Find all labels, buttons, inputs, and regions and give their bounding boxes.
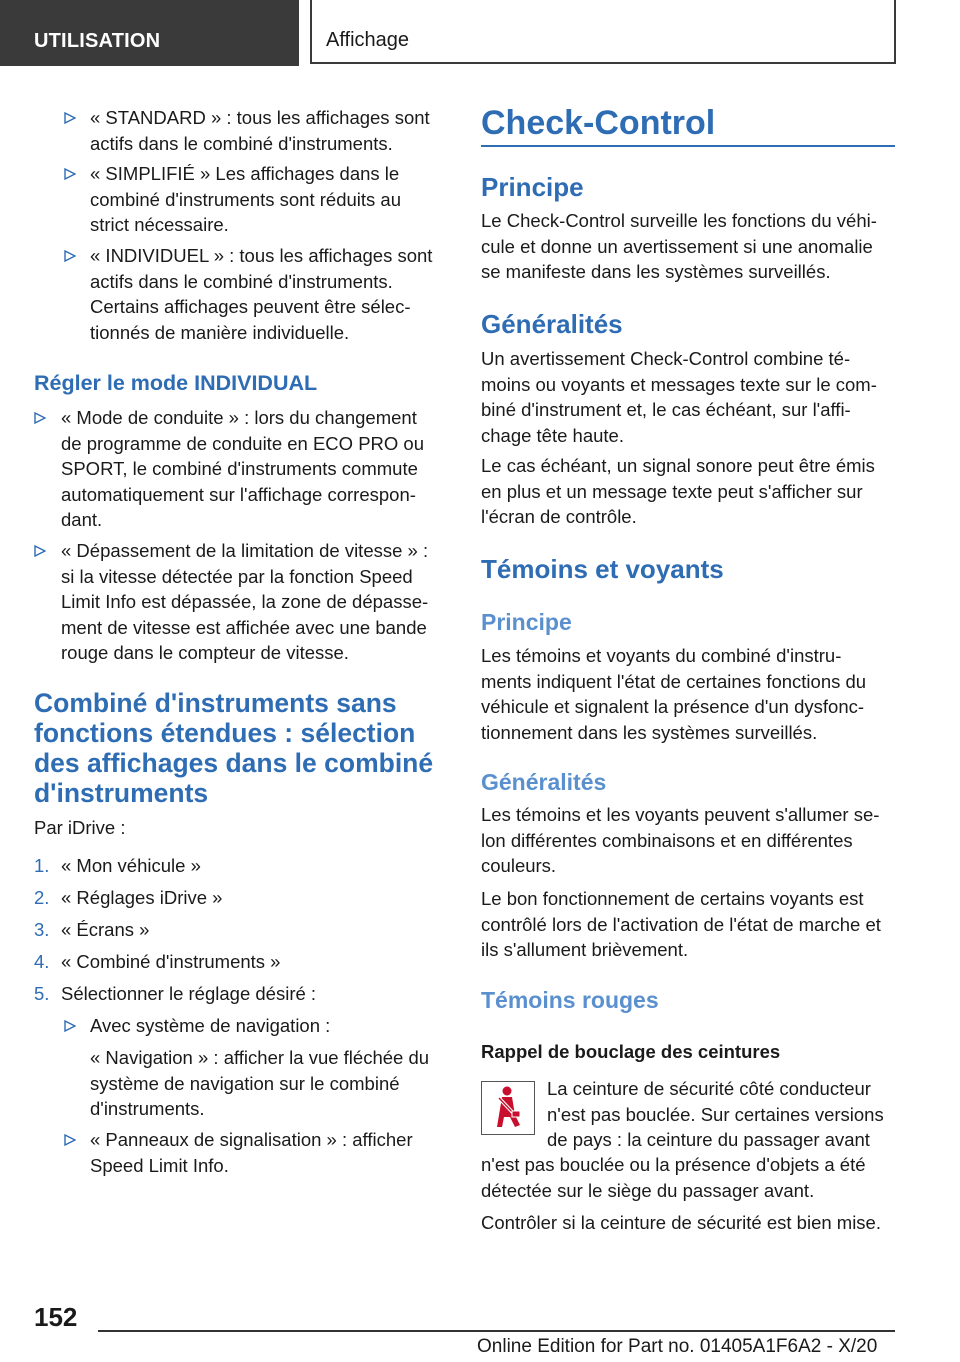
text-line: moins ou voyants et messages texte sur le com‐: [481, 373, 877, 395]
heading-combine-instruments: [34, 688, 433, 808]
page-number: 152: [34, 1302, 78, 1332]
bullet-depassement: [61, 538, 428, 666]
text-line: ils s'allument brièvement.: [481, 939, 689, 960]
triangle-bullet-icon: [34, 545, 46, 557]
text-line: l'écran de contrôle.: [481, 506, 637, 527]
generalites-paragraph-2: [481, 453, 875, 530]
step-number: 5.: [34, 983, 50, 1004]
triangle-bullet-icon: [64, 168, 76, 180]
principe-paragraph: [481, 208, 877, 285]
text-line: Speed Limit Info.: [90, 1154, 229, 1176]
header-section-tab: [0, 0, 299, 66]
text-line: en plus et un message texte peut s'afficher sur: [481, 480, 863, 502]
text-line: de pays : la ceinture du passager avant: [547, 1129, 870, 1150]
step-text: [61, 885, 222, 911]
heading-temoins-voyants: Témoins et voyants: [481, 554, 724, 584]
heading-principe: Principe: [481, 172, 584, 202]
rappel-rest-text: [481, 1152, 866, 1203]
step-text: [61, 981, 316, 1007]
generalites2-paragraph-1: [481, 802, 879, 879]
generalites2-paragraph-2: [481, 886, 881, 963]
triangle-bullet-icon: [34, 412, 46, 424]
seatbelt-warning-icon: [481, 1081, 535, 1135]
text-line: tionnement dans les systèmes surveillés.: [481, 721, 818, 743]
text-line: dant.: [61, 509, 103, 530]
text-line: d'instruments.: [90, 1098, 205, 1119]
heading-line: des affichages dans le combiné: [34, 748, 434, 778]
text-line: lon différentes combinaisons et en différentes: [481, 829, 853, 851]
triangle-bullet-icon: [64, 250, 76, 262]
triangle-bullet-icon: [64, 1134, 76, 1146]
heading-line: Combiné d'instruments sans: [34, 688, 397, 718]
text-line: Le bon fonctionnement de certains voyants est: [481, 888, 864, 909]
principe2-paragraph: [481, 643, 866, 745]
step-number: 1.: [34, 855, 50, 876]
sub-bullet-panneaux: [90, 1127, 413, 1178]
heading-regler-individual: Régler le mode INDIVIDUAL: [34, 371, 318, 395]
text-line: couleurs.: [481, 855, 557, 876]
text-line: Un avertissement Check-Control combine té‐: [481, 348, 851, 369]
text-line: « Mode de conduite » : lors du changement: [61, 407, 417, 428]
text-line: de programme de conduite en ECO PRO ou: [61, 432, 424, 454]
footer-edition: Online Edition for Part no. 01405A1F6A2 - X/20: [477, 1336, 878, 1357]
text-line: chage tête haute.: [481, 424, 624, 446]
text-line: actifs dans le combiné d'instruments.: [90, 132, 393, 154]
text-line: Les témoins et voyants du combiné d'instru‐: [481, 645, 842, 666]
text-line: Certains affichages peuvent être sélec‐: [90, 296, 411, 317]
text-line: Le cas échéant, un signal sonore peut être émis: [481, 455, 875, 476]
heading-generalites: Généralités: [481, 309, 623, 339]
text-line: ments indiquent l'état de certaines fonctions du: [481, 670, 867, 692]
title-underline: [481, 145, 895, 147]
text-line: combiné d'instruments sont réduits au: [90, 188, 401, 210]
text-line: Limit Info est dépassée, la zone de dépasse‐: [61, 591, 429, 612]
text-line: actifs dans le combiné d'instruments.: [90, 270, 393, 292]
text-line: « Réglages iDrive »: [61, 887, 223, 908]
text-line: si la vitesse détectée par la fonction Speed: [61, 565, 413, 587]
text-line: Sélectionner le réglage désiré :: [61, 983, 317, 1004]
footer-rule: [98, 1330, 895, 1332]
step-text: [61, 949, 280, 975]
generalites-paragraph-1: [481, 346, 877, 448]
step-number: 4.: [34, 951, 50, 972]
text-line: véhicule et signalent la présence d'un dysfonc‐: [481, 696, 865, 717]
text-line: « Navigation » : afficher la vue fléchée du: [90, 1047, 430, 1068]
text-line: strict nécessaire.: [90, 214, 229, 235]
text-line: « Combiné d'instruments »: [61, 951, 281, 972]
text-line: « Panneaux de signalisation » : afficher: [90, 1129, 413, 1150]
text-line: Par iDrive :: [34, 817, 126, 838]
text-line: système de navigation sur le combiné: [90, 1072, 400, 1094]
text-line: « Écrans »: [61, 919, 150, 940]
triangle-bullet-icon: [64, 1020, 76, 1032]
text-line: Le Check-Control surveille les fonctions du véhi‐: [481, 210, 877, 231]
heading-line: d'instruments: [34, 778, 209, 808]
par-idrive: [34, 815, 126, 841]
heading-temoins-rouges: Témoins rouges: [481, 987, 659, 1013]
heading-principe-2: Principe: [481, 609, 572, 635]
sub-bullet-navigation-text: [90, 1045, 429, 1122]
step-number: 3.: [34, 919, 50, 940]
bullet-individuel: [90, 243, 432, 345]
text-line: automatiquement sur l'affichage correspon‐: [61, 483, 416, 505]
text-line: Contrôler si la ceinture de sécurité est bien mise.: [481, 1212, 881, 1233]
text-line: « INDIVIDUEL » : tous les affichages sont: [90, 245, 433, 266]
title-check-control: Check-Control: [481, 104, 716, 142]
bullet-mode-conduite: [61, 405, 424, 533]
text-line: se manifeste dans les systèmes surveillés.: [481, 261, 831, 282]
text-line: SPORT, le combiné d'instruments commute: [61, 458, 418, 479]
heading-line: fonctions étendues : sélection: [34, 718, 416, 748]
header-section-label: UTILISATION: [34, 30, 161, 52]
controler-text: [481, 1210, 881, 1236]
text-line: tionnés de manière individuelle.: [90, 321, 350, 343]
triangle-bullet-icon: [64, 112, 76, 124]
text-line: n'est pas bouclée. Sur certaines versions: [547, 1103, 884, 1125]
bullet-simplifie: [90, 161, 401, 238]
text-line: « Mon véhicule »: [61, 855, 201, 876]
header-chapter-tab: [310, 0, 896, 64]
text-line: « STANDARD » : tous les affichages sont: [90, 107, 430, 128]
step-number: 2.: [34, 887, 50, 908]
text-line: rouge dans le compteur de vitesse.: [61, 642, 349, 663]
header-chapter-label: Affichage: [326, 29, 410, 51]
text-line: ment de vitesse est affichée avec une bande: [61, 616, 427, 638]
text-line: n'est pas bouclée ou la présence d'objets a été: [481, 1154, 866, 1175]
text-line: biné d'instrument et, le cas échéant, sur l'affi‐: [481, 399, 851, 420]
text-line: cule et donne un avertissement si une anomalie: [481, 235, 873, 257]
text-line: Avec système de navigation :: [90, 1015, 331, 1036]
heading-generalites-2: Généralités: [481, 769, 607, 795]
step-text: [61, 853, 201, 879]
bullet-standard: [90, 105, 430, 156]
text-line: Les témoins et les voyants peuvent s'allumer se‐: [481, 804, 880, 825]
rappel-wrap-text: [547, 1076, 884, 1153]
text-line: La ceinture de sécurité côté conducteur: [547, 1078, 871, 1099]
text-line: « SIMPLIFIÉ » Les affichages dans le: [90, 163, 400, 184]
text-line: « Dépassement de la limitation de vitesse » :: [61, 540, 429, 561]
step-text: [61, 917, 149, 943]
sub-bullet-navigation-label: [90, 1013, 330, 1039]
text-line: contrôlé lors de l'activation de l'état de marche et: [481, 913, 881, 935]
heading-rappel-bouclage: Rappel de bouclage des ceintures: [481, 1041, 781, 1062]
text-line: détectée sur le siège du passager avant.: [481, 1179, 815, 1201]
